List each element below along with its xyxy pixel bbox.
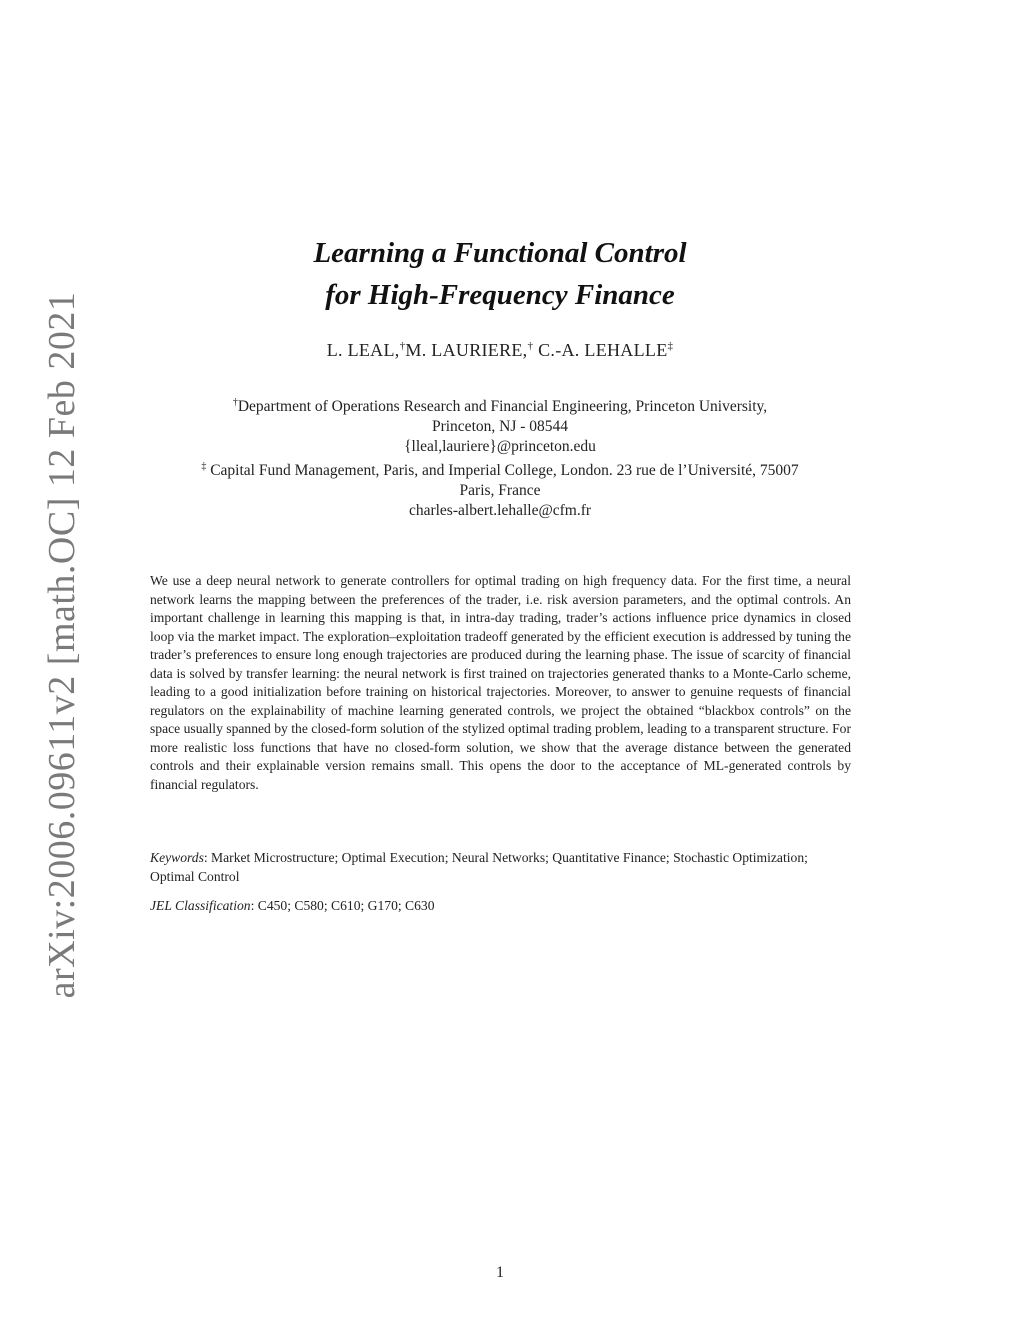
paper-title	[200, 232, 800, 316]
keywords-label: Keywords	[150, 850, 204, 865]
affiliation-cfm-city: Paris, France	[459, 482, 541, 500]
affiliations	[140, 393, 860, 521]
author-mark-dagger: †	[399, 340, 406, 352]
abstract: We use a deep neural network to generate controllers for optimal trading on high frequency data. For the first time, a neural network learns the mapping between the preferences of the trader, i.e. risk aversion parameters, and the optimal controls. An important challenge in learning this mapping is that, in intra-day trading, trader’s actions influence price dynamics in closed loop via the market impact. The exploration–exploitation tradeoff generated by the efficient execution is addressed by tuning the trader’s preferences to ensure long enough trajectories are produced during the learning phase. The issue of scarcity of financial data is solved by transfer learning: the neural network is first trained on trajectories generated thanks to a Monte-Carlo scheme, leading to a good initialization before training on historical trajectories. Moreover, to answer to genuine requests of financial regulators on the explainability of machine learning generated controls, we project the obtained “blackbox controls” on the space usually spanned by the closed-form solution of the stylized optimal trading problem, leading to a transparent structure. For more realistic loss functions that have no closed-form solution, we show that the average distance between the generated controls and their explainable version remains small. This opens the door to the acceptance of ML-generated controls by financial regulators.	[150, 573, 851, 792]
author-lehalle: C.-A. LEHALLE	[533, 340, 668, 360]
affiliation-princeton: †Department of Operations Research and Financial Engineering, Princeton University,	[232, 397, 768, 416]
arxiv-identifier: arXiv:2006.09611v2 [math.OC] 12 Feb 2021	[41, 291, 83, 999]
title-line-2: for High-Frequency Finance	[325, 279, 675, 311]
title-line-1: Learning a Functional Control	[313, 237, 687, 269]
affiliation-princeton-email: {lleal,lauriere}@princeton.edu	[404, 438, 596, 456]
affiliation-cfm-email: charles-albert.lehalle@cfm.fr	[408, 502, 592, 520]
jel-classification	[150, 897, 851, 916]
affiliation-mark-double-dagger: ‡	[201, 461, 207, 473]
jel-label: JEL Classification	[150, 898, 251, 913]
author-list	[200, 340, 800, 361]
affiliation-cfm: ‡ Capital Fund Management, Paris, and Imperial College, London. 23 rue de l’Université, 75007	[201, 461, 799, 480]
page-number: 1	[496, 1264, 504, 1281]
author-lauriere: M. LAURIERE,	[405, 340, 528, 360]
keywords	[150, 849, 851, 886]
affiliation-mark-dagger: †	[232, 397, 238, 408]
jel-text: : C450; C580; C610; G170; C630	[250, 898, 435, 913]
keywords-text: : Market Microstructure; Optimal Execution; Neural Networks; Quantitative Finance; Stochastic Optimization; Optimal Control	[150, 850, 808, 884]
author-mark-dagger: †	[527, 340, 534, 352]
author-mark-double-dagger: ‡	[667, 340, 674, 352]
author-leal: L. LEAL,	[326, 340, 400, 360]
affiliation-princeton-city: Princeton, NJ - 08544	[431, 418, 569, 436]
